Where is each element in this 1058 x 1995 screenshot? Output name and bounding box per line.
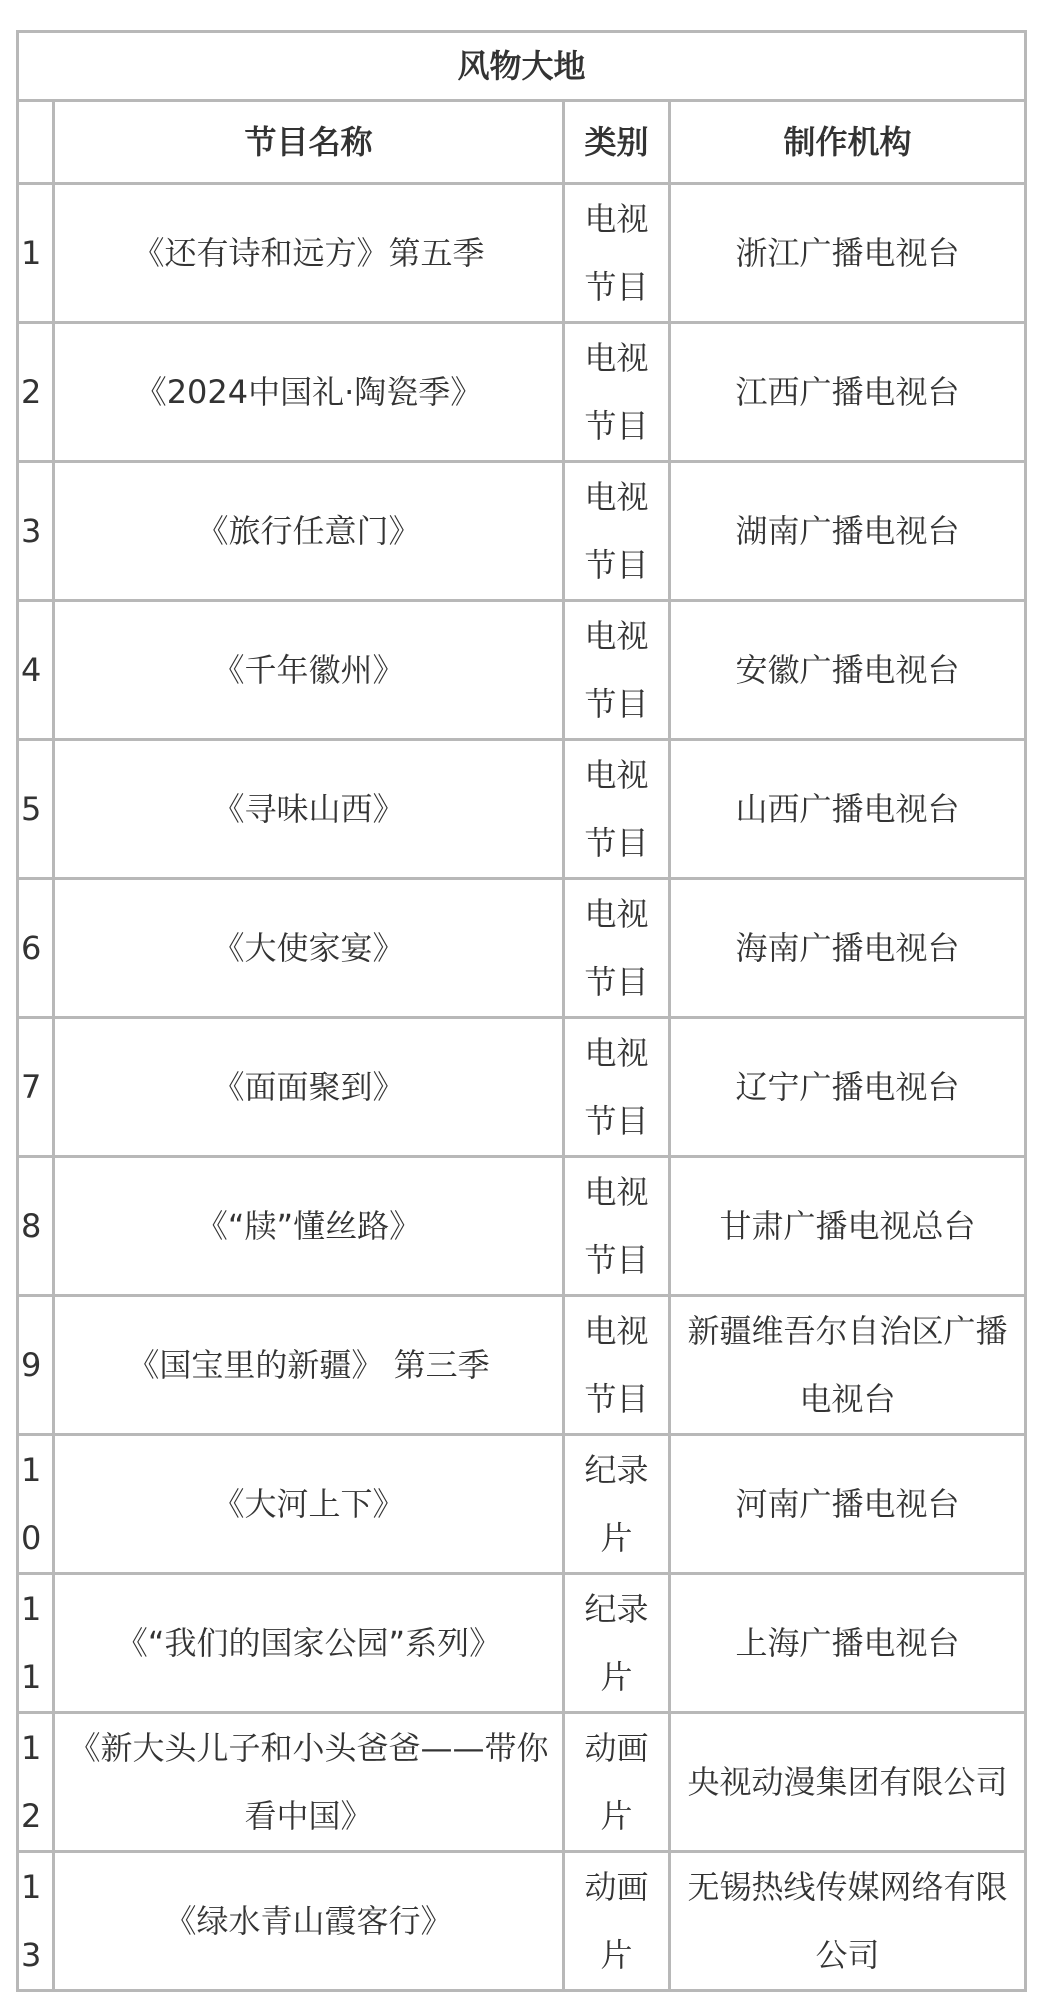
producer-cell: 山西广播电视台 xyxy=(670,740,1026,879)
producer-cell: 甘肃广播电视总台 xyxy=(670,1157,1026,1296)
category-cell: 电视节目 xyxy=(564,184,670,323)
category-cell: 电视节目 xyxy=(564,462,670,601)
table-row xyxy=(18,1435,1026,1574)
table-row xyxy=(18,1852,1026,1991)
table-row xyxy=(18,184,1026,323)
category-cell: 电视节目 xyxy=(564,1018,670,1157)
program-name-cell: 《寻味山西》 xyxy=(54,740,564,879)
program-name-cell: 《大河上下》 xyxy=(54,1435,564,1574)
row-number: 6 xyxy=(18,879,54,1018)
category-cell: 电视节目 xyxy=(564,879,670,1018)
table-row xyxy=(18,1574,1026,1713)
category-cell: 纪录片 xyxy=(564,1574,670,1713)
category-cell: 电视节目 xyxy=(564,1157,670,1296)
row-number: 7 xyxy=(18,1018,54,1157)
program-name-cell: 《“牍”懂丝路》 xyxy=(54,1157,564,1296)
category-cell: 电视节目 xyxy=(564,323,670,462)
program-name-cell: 《2024中国礼·陶瓷季》 xyxy=(54,323,564,462)
row-number: 3 xyxy=(18,462,54,601)
table-row xyxy=(18,1713,1026,1852)
header-category: 类别 xyxy=(564,101,670,184)
producer-cell: 辽宁广播电视台 xyxy=(670,1018,1026,1157)
row-number: 10 xyxy=(18,1435,54,1574)
producer-cell: 浙江广播电视台 xyxy=(670,184,1026,323)
table-row xyxy=(18,1018,1026,1157)
table-row xyxy=(18,740,1026,879)
table-row xyxy=(18,601,1026,740)
producer-cell: 无锡热线传媒网络有限公司 xyxy=(670,1852,1026,1991)
category-cell: 电视节目 xyxy=(564,740,670,879)
program-name-cell: 《旅行任意门》 xyxy=(54,462,564,601)
table-row xyxy=(18,1157,1026,1296)
table-row xyxy=(18,879,1026,1018)
table-row xyxy=(18,1296,1026,1435)
program-name-cell: 《还有诗和远方》第五季 xyxy=(54,184,564,323)
producer-cell: 上海广播电视台 xyxy=(670,1574,1026,1713)
producer-cell: 河南广播电视台 xyxy=(670,1435,1026,1574)
table-row xyxy=(18,323,1026,462)
table-header-row xyxy=(18,101,1026,184)
category-cell: 电视节目 xyxy=(564,601,670,740)
category-cell: 动画片 xyxy=(564,1852,670,1991)
row-number: 5 xyxy=(18,740,54,879)
row-number: 11 xyxy=(18,1574,54,1713)
category-cell: 电视节目 xyxy=(564,1296,670,1435)
category-cell: 纪录片 xyxy=(564,1435,670,1574)
header-index xyxy=(18,101,54,184)
header-producer: 制作机构 xyxy=(670,101,1026,184)
program-name-cell: 《“我们的国家公园”系列》 xyxy=(54,1574,564,1713)
row-number: 2 xyxy=(18,323,54,462)
program-name-cell: 《大使家宴》 xyxy=(54,879,564,1018)
program-name-cell: 《国宝里的新疆》 第三季 xyxy=(54,1296,564,1435)
row-number: 9 xyxy=(18,1296,54,1435)
program-name-cell: 《绿水青山霞客行》 xyxy=(54,1852,564,1991)
row-number: 12 xyxy=(18,1713,54,1852)
producer-cell: 新疆维吾尔自治区广播电视台 xyxy=(670,1296,1026,1435)
producer-cell: 湖南广播电视台 xyxy=(670,462,1026,601)
table-title: 风物大地 xyxy=(18,32,1026,101)
program-table-container xyxy=(16,30,1024,1992)
producer-cell: 安徽广播电视台 xyxy=(670,601,1026,740)
producer-cell: 江西广播电视台 xyxy=(670,323,1026,462)
category-cell: 动画片 xyxy=(564,1713,670,1852)
producer-cell: 央视动漫集团有限公司 xyxy=(670,1713,1026,1852)
row-number: 4 xyxy=(18,601,54,740)
row-number: 13 xyxy=(18,1852,54,1991)
program-name-cell: 《新大头儿子和小头爸爸——带你看中国》 xyxy=(54,1713,564,1852)
row-number: 1 xyxy=(18,184,54,323)
header-program-name: 节目名称 xyxy=(54,101,564,184)
table-title-row xyxy=(18,32,1026,101)
program-name-cell: 《千年徽州》 xyxy=(54,601,564,740)
row-number: 8 xyxy=(18,1157,54,1296)
program-table xyxy=(16,30,1027,1992)
table-body xyxy=(18,184,1026,1991)
table-row xyxy=(18,462,1026,601)
producer-cell: 海南广播电视台 xyxy=(670,879,1026,1018)
program-name-cell: 《面面聚到》 xyxy=(54,1018,564,1157)
